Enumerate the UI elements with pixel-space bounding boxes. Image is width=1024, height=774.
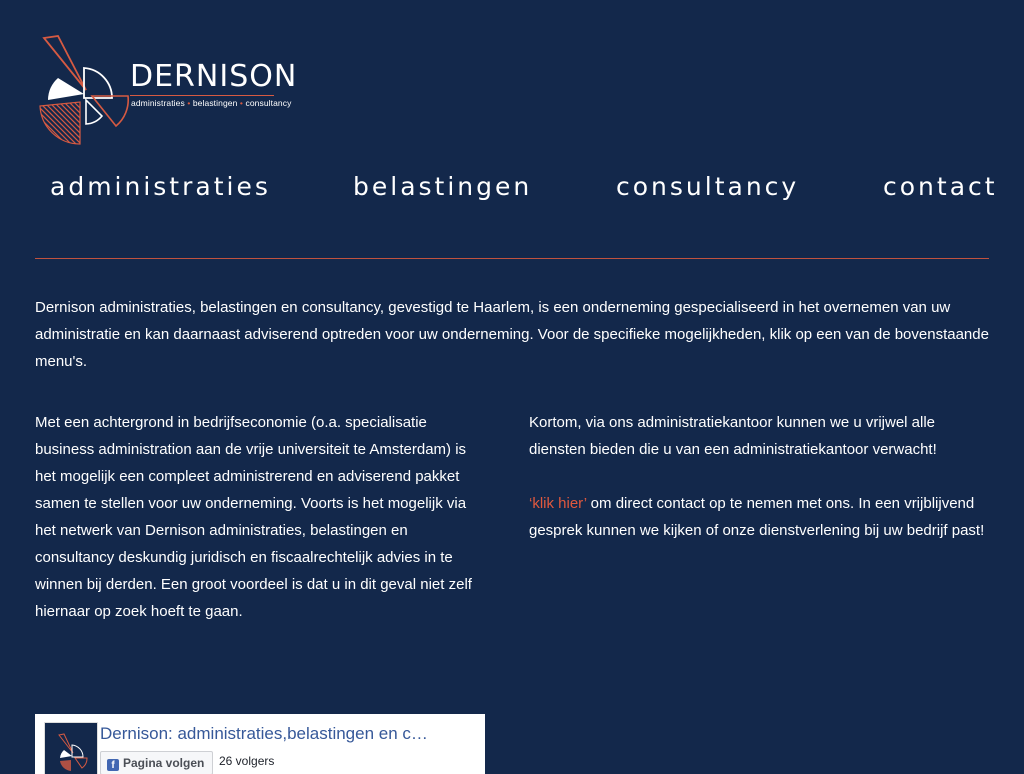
facebook-page-thumbnail[interactable] [44, 722, 98, 774]
nav-item-belastingen[interactable]: belastingen [353, 172, 533, 201]
tagline-separator: • [239, 98, 243, 108]
tagline-part: administraties [131, 98, 185, 108]
main-nav [35, 172, 998, 216]
brand-tagline [131, 98, 291, 108]
follower-count: 26 volgers [219, 754, 275, 768]
contact-paragraph [529, 490, 989, 544]
tagline-separator: • [187, 98, 191, 108]
facebook-page-widget [35, 714, 485, 774]
logo-mark-icon [36, 34, 132, 146]
contact-link[interactable]: ‘klik hier’ [529, 495, 587, 512]
follow-page-label: Pagina volgen [123, 756, 205, 770]
summary-paragraph: Kortom, via ons administratiekantoor kunnen we u vrijwel alle diensten bieden die u van een administratiekantoor verwacht! [529, 414, 937, 458]
intro-paragraph: Dernison administraties, belastingen en consultancy, gevestigd te Haarlem, is een onderneming gespecialiseerd in het overnemen van uw administratie en kan daarnaast adviserend optreden voor uw onderneming. Voor de specifieke mogelijkheden, klik op een van de bovenstaande menu's. [35, 299, 989, 370]
nav-item-administraties[interactable]: administraties [50, 172, 271, 201]
brand-rule [130, 95, 274, 96]
facebook-page-title[interactable]: Dernison: administraties,belastingen en c… [100, 724, 428, 743]
contact-paragraph-text: om direct contact op te nemen met ons. In een vrijblijvend gesprek kunnen we kijken of onze dienstverlening bij uw bedrijf past! [529, 495, 985, 539]
facebook-f-icon: f [107, 759, 119, 771]
tagline-part: belastingen [192, 98, 238, 108]
nav-divider [35, 258, 989, 259]
follow-page-button[interactable] [100, 751, 213, 774]
thumbnail-logo-icon [45, 723, 97, 774]
nav-item-contact[interactable]: contact [883, 172, 998, 201]
background-paragraph: Met een achtergrond in bedrijfseconomie (o.a. specialisatie business administration aan de vrije universiteit te Amsterdam) is het mogelijk een compleet administrerend en adviserend pakket samen te stellen voor uw onderneming. Voorts is het mogelijk via het netwerk van Dernison administraties, belastingen en consultancy deskundig juridisch en fiscaalrechtelijk advies in te winnen bij derden. Een groot voordeel is dat u in dit geval niet zelf hiernaar op zoek hoeft te gaan. [35, 414, 472, 620]
brand-logo[interactable] [36, 34, 298, 146]
brand-name: DERNISON [130, 59, 298, 94]
contact-column [529, 409, 989, 571]
tagline-part: consultancy [245, 98, 292, 108]
nav-item-consultancy[interactable]: consultancy [616, 172, 800, 201]
